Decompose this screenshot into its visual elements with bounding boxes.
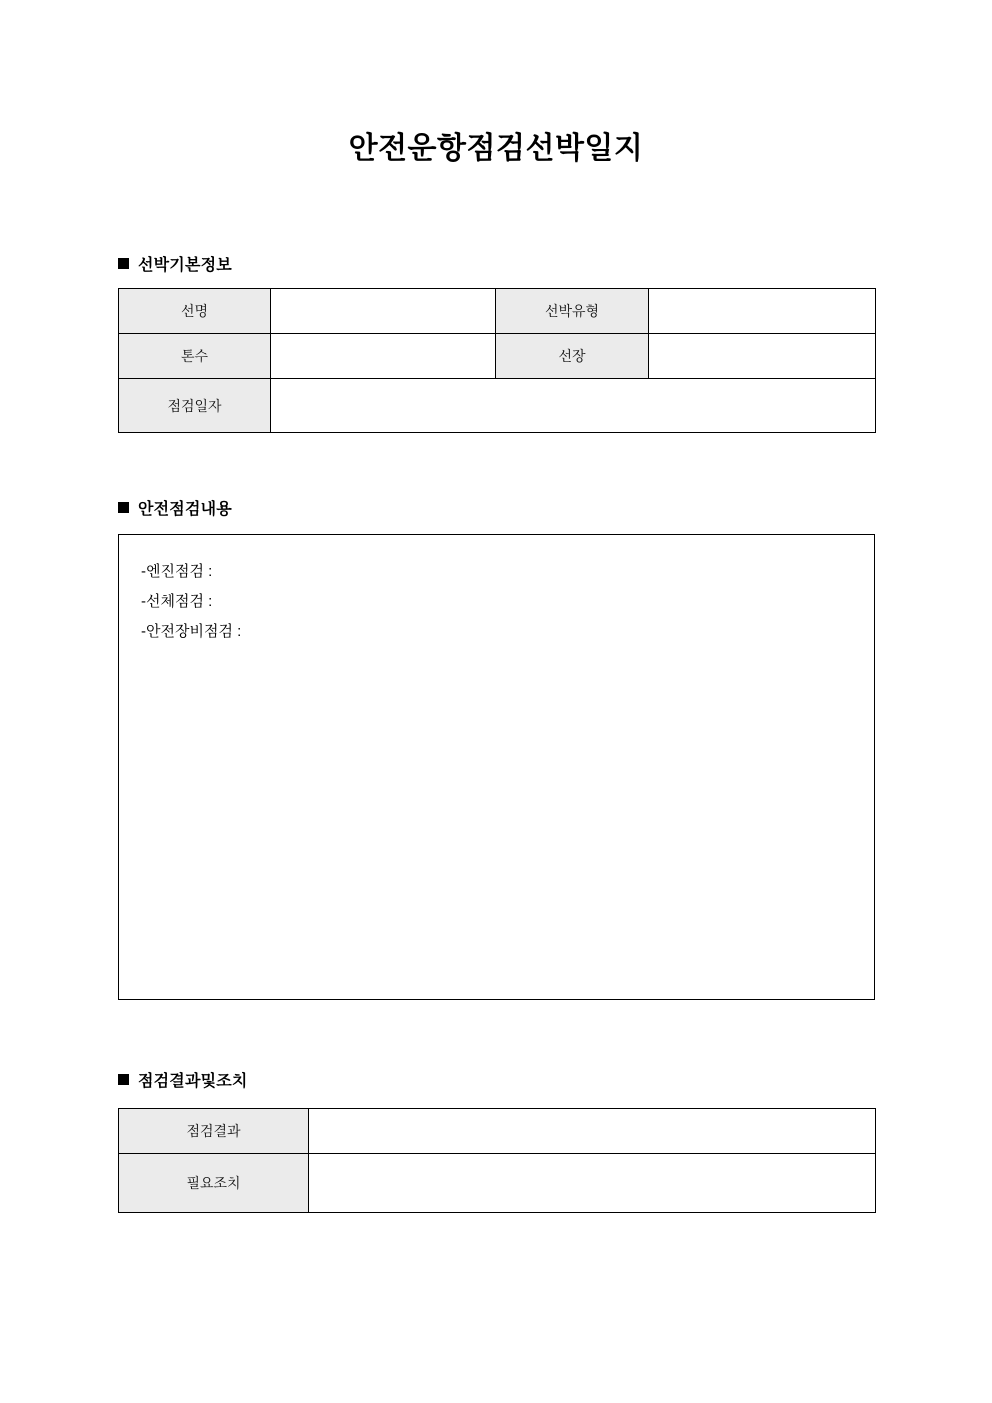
inspection-result-value[interactable] — [309, 1109, 876, 1154]
inspection-date-value[interactable] — [271, 379, 876, 433]
section-heading-label: 선박기본정보 — [138, 257, 232, 274]
table-row — [119, 379, 876, 433]
tonnage-label: 톤수 — [119, 334, 271, 379]
table-row — [119, 1154, 876, 1213]
inspection-content-box[interactable] — [118, 534, 875, 1000]
captain-value[interactable] — [649, 334, 876, 379]
result-and-action-table — [118, 1108, 876, 1213]
inspection-line-safety-equipment: -안전장비점검 : — [141, 623, 242, 640]
section-heading-inspection-content — [118, 496, 232, 519]
square-bullet-icon — [118, 502, 129, 513]
ship-type-label: 선박유형 — [496, 289, 649, 334]
captain-label: 선장 — [496, 334, 649, 379]
table-row — [119, 289, 876, 334]
table-row — [119, 1109, 876, 1154]
section-heading-ship-info — [118, 252, 232, 275]
ship-name-label: 선명 — [119, 289, 271, 334]
square-bullet-icon — [118, 1074, 129, 1085]
tonnage-value[interactable] — [271, 334, 496, 379]
square-bullet-icon — [118, 258, 129, 269]
required-action-label: 필요조치 — [119, 1154, 309, 1213]
section-heading-result-and-action — [118, 1068, 248, 1091]
ship-info-table — [118, 288, 876, 433]
section-heading-label: 점검결과및조치 — [138, 1073, 248, 1090]
inspection-date-label: 점검일자 — [119, 379, 271, 433]
inspection-line-hull: -선체점검 : — [141, 593, 213, 610]
page-title: 안전운항점검선박일지 — [348, 132, 644, 165]
ship-name-value[interactable] — [271, 289, 496, 334]
section-heading-label: 안전점검내용 — [138, 501, 232, 518]
ship-type-value[interactable] — [649, 289, 876, 334]
required-action-value[interactable] — [309, 1154, 876, 1213]
inspection-result-label: 점검결과 — [119, 1109, 309, 1154]
inspection-line-engine: -엔진점검 : — [141, 563, 213, 580]
table-row — [119, 334, 876, 379]
